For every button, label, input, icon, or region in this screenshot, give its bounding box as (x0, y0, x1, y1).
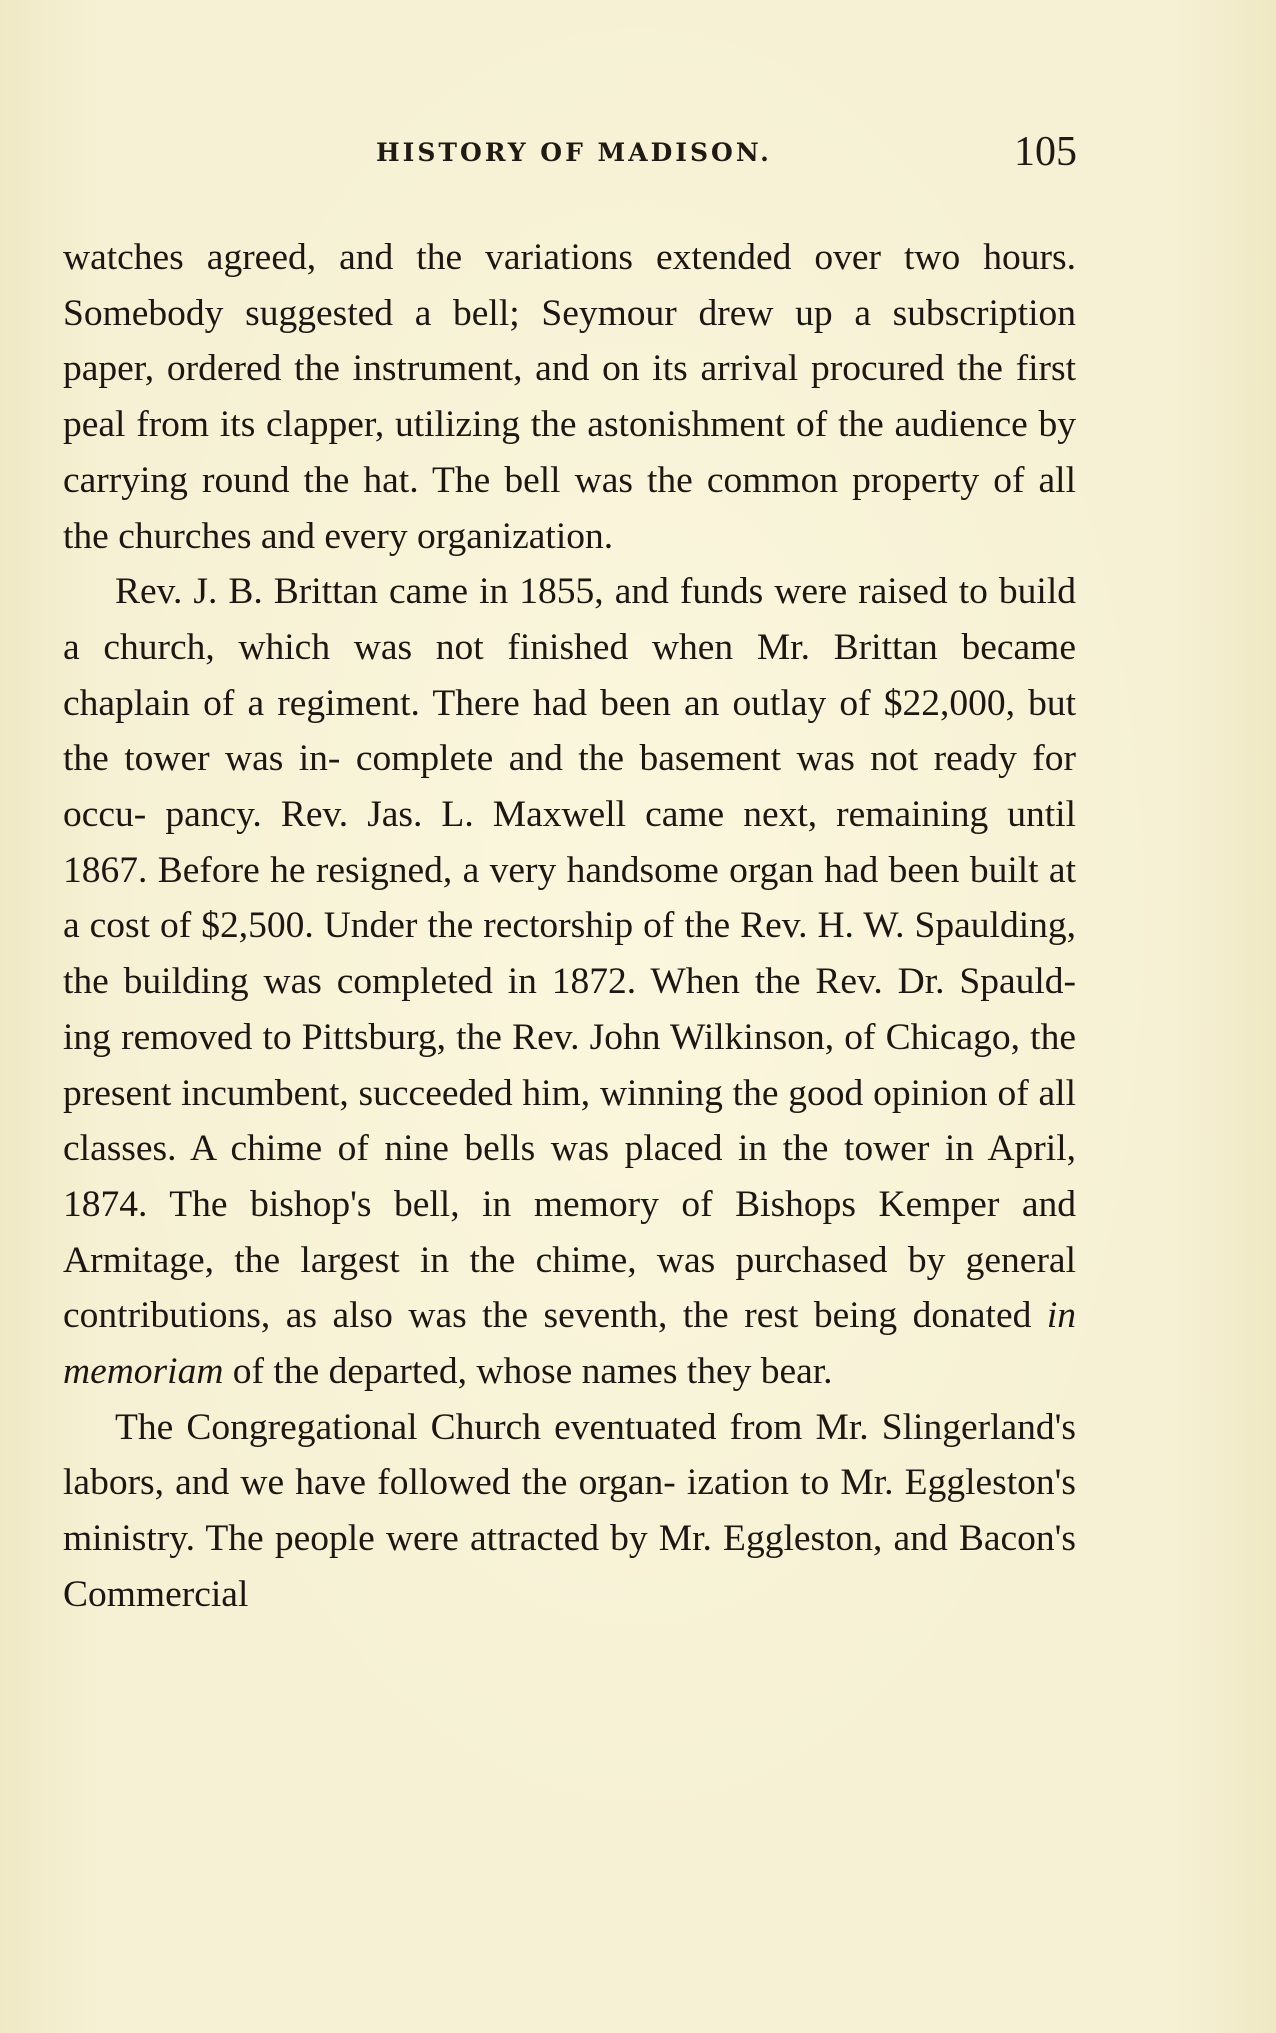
page-body (63, 230, 1076, 1623)
text-line: complete and the basement was not ready for occu- (63, 738, 1077, 836)
page-number: 105 (1014, 129, 1077, 175)
text-line: Mr. Brittan became chaplain of a regiment. There (63, 626, 1076, 724)
text-line: of Chicago, the present incumbent, succeeded him, (63, 1016, 1076, 1114)
text-line: Slingerland's labors, and we have followed the organ- (63, 1406, 1076, 1504)
text-line-start: rest being donated (744, 1295, 1047, 1337)
text-line: until 1867. Before he resigned, a very handsome (63, 794, 1077, 891)
text-line: up a subscription paper, ordered the instrument, and (63, 292, 1076, 390)
running-title: HISTORY OF MADISON. (376, 138, 772, 167)
text-line: ing removed to Pittsburg, the Rev. John Wilkinson, (63, 1016, 835, 1058)
text-line: Armitage, the largest in the chime, was purchased by (63, 1239, 946, 1281)
text-line: on its arrival procured the first peal from its clapper, (63, 348, 1076, 446)
text-line: was completed in 1872. When the Rev. Dr. Spauld- (263, 961, 1077, 1003)
text-line: hours. Somebody suggested a bell; Seymour drew (63, 237, 1077, 334)
text-line: attracted by Mr. Eggleston, and Bacon's Commercial (63, 1518, 1076, 1615)
text-line: nine bells was placed in the tower in April, 1874. (63, 1128, 1076, 1225)
italic-phrase: in memoriam (63, 1295, 1077, 1393)
text-line-end: of the departed, (223, 1351, 468, 1393)
text-line: winning the good opinion of all classes. A chime of (63, 1072, 1076, 1170)
paragraph-1 (63, 230, 1076, 564)
paragraph-3 (63, 1400, 1076, 1623)
text-line: The Congregational Church eventuated from Mr. (115, 1406, 869, 1448)
text-line: watches agreed, and the variations extended over two (63, 237, 961, 278)
paragraph-2 (63, 564, 1076, 1400)
text-line: pancy. Rev. Jas. L. Maxwell came next, remaining (165, 794, 989, 836)
text-line: Rev. J. B. Brittan came in 1855, and funds were (115, 571, 848, 613)
text-line: rectorship of the Rev. H. W. Spaulding, the building (63, 905, 1076, 1003)
text-line: general contributions, as also was the seventh, the (63, 1239, 1076, 1337)
text-line: whose names they bear. (476, 1351, 833, 1393)
text-line: of all the churches and every organization. (63, 459, 1077, 557)
text-line: ization to Mr. Eggleston's ministry. The people were (63, 1462, 1077, 1560)
text-line: raised to build a church, which was not finished when (63, 571, 1076, 668)
text-line: round the hat. The bell was the common property (202, 459, 980, 501)
text-line: organ had been built at a cost of $2,500. Under the (63, 849, 1076, 947)
text-line: utilizing the astonishment of the audience by carrying (63, 404, 1076, 501)
text-line: The bishop's bell, in memory of Bishops Kemper and (169, 1183, 1077, 1225)
text-line: had been an outlay of $22,000, but the tower was in- (63, 682, 1076, 780)
